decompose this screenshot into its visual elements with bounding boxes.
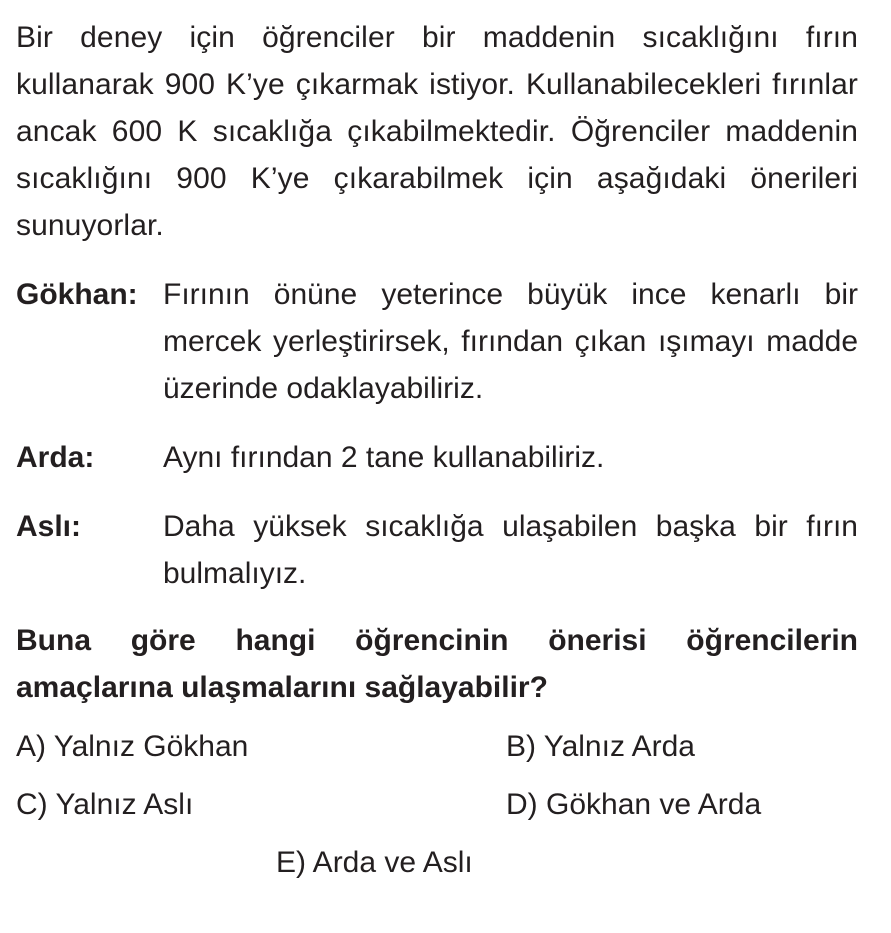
question-page: [16, 14, 858, 907]
proposal-arda: [16, 434, 858, 481]
option-b[interactable]: B) Yalnız Arda: [506, 730, 695, 763]
question-prompt: Buna göre hangi öğrencinin önerisi öğrencilerin amaçlarına ulaşmalarını sağlayabilir?: [16, 624, 858, 704]
proposal-text: Daha yüksek sıcaklığa ulaşabilen başka bir fırın bulmalıyız.: [163, 510, 858, 590]
speaker-name: Arda:: [16, 441, 95, 474]
proposal-text: Aynı fırından 2 tane kullanabiliriz.: [163, 441, 605, 474]
option-a[interactable]: A) Yalnız Gökhan: [16, 730, 249, 763]
question-intro: Bir deney için öğrenciler bir maddenin sıcaklığını fırın kullanarak 900 K’ye çıkarmak istiyor. Kullanabilecekleri fırınlar ancak 600 K sıcaklığa çıkabilmektedir. Öğrenciler maddenin sıcaklığını 900 K’ye çıkarabilmek için aşağıdaki önerileri sunuyorlar.: [16, 21, 858, 242]
proposals-list: [16, 271, 858, 597]
proposal-text: Fırının önüne yeterince büyük ince kenarlı bir mercek yerleştirirsek, fırından çıkan ışımayı madde üzerinde odaklayabiliriz.: [163, 278, 858, 405]
proposal-asli: [16, 503, 858, 597]
option-c[interactable]: C) Yalnız Aslı: [16, 788, 194, 821]
proposal-gokhan: [16, 271, 858, 412]
option-e[interactable]: E) Arda ve Aslı: [276, 846, 473, 879]
speaker-name: Gökhan:: [16, 278, 138, 311]
option-d[interactable]: D) Gökhan ve Arda: [506, 788, 762, 821]
speaker-name: Aslı:: [16, 510, 82, 543]
answer-options: [16, 727, 858, 907]
